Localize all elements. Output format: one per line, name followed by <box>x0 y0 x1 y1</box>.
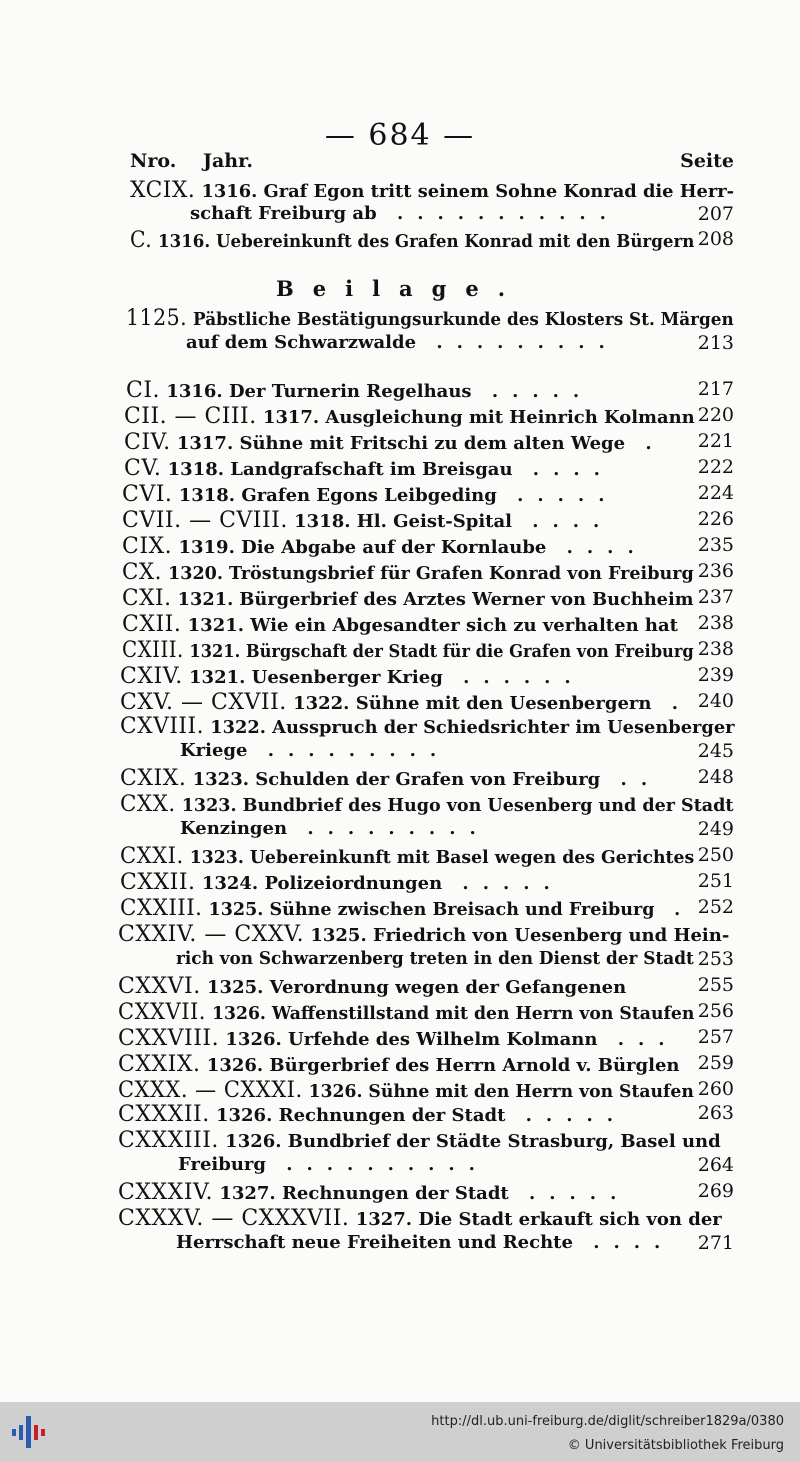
entry-number: CVI. <box>122 482 173 507</box>
entry-page: 240 <box>697 690 734 712</box>
toc-entry <box>0 1128 800 1154</box>
entry-page: 251 <box>697 870 734 892</box>
entry-number: CXXX. — CXXXI. <box>118 1078 303 1103</box>
entry-page: 220 <box>697 404 734 426</box>
entry-title: 1326. Urfehde des Wilhelm Kolmann <box>225 1029 598 1050</box>
toc-entry-line <box>130 228 694 253</box>
toc-entry-continuation <box>0 740 800 766</box>
toc-entry-line <box>120 870 564 895</box>
library-logo-icon <box>8 1412 54 1452</box>
entry-number: CXX. <box>120 792 176 817</box>
toc-entry-line <box>118 1078 694 1103</box>
entry-title: 1326. Bundbrief der Städte Strasburg, Basel und <box>225 1131 721 1152</box>
toc-entry-line <box>124 404 695 429</box>
toc-entry <box>0 1078 800 1104</box>
toc-entry <box>0 586 800 612</box>
toc-entry-line <box>120 896 694 921</box>
entry-title-continued: Freiburg <box>178 1154 266 1175</box>
entry-title: 1321. Uesenberger Krieg <box>189 667 443 688</box>
entry-page: 260 <box>697 1078 734 1100</box>
toc-entry <box>0 714 800 740</box>
toc-entry-continuation <box>0 948 800 974</box>
toc-entry-line <box>122 508 613 533</box>
toc-entry <box>0 638 800 664</box>
entry-title: Päbstliche Bestätigungsurkunde des Klosters St. Märgen <box>193 309 734 330</box>
entry-number: 1125. <box>126 306 188 331</box>
entry-title: 1327. Die Stadt erkauft sich von der <box>355 1209 722 1230</box>
toc-entry <box>0 1052 800 1078</box>
footer-bar <box>0 1402 800 1462</box>
entry-number: CXXI. <box>120 844 184 869</box>
entry-title-continued: Herrschaft neue Freiheiten und Rechte <box>176 1232 573 1253</box>
entry-title: 1327. Rechnungen der Stadt <box>219 1183 509 1204</box>
entry-number: CXIII. <box>122 638 184 663</box>
entry-page: 238 <box>697 612 734 634</box>
entry-page: 259 <box>697 1052 734 1074</box>
toc-entry-line <box>122 638 694 663</box>
entry-page: 263 <box>697 1102 734 1124</box>
toc-entry <box>0 534 800 560</box>
entry-number: CXVIII. <box>120 714 205 739</box>
leader-dots: ...... <box>442 667 585 688</box>
toc-entry-line <box>120 766 661 791</box>
entry-title: 1323. Uebereinkunft mit Basel wegen des Gerichtes <box>189 847 695 868</box>
leader-dots: .......... <box>265 1154 489 1175</box>
entry-number: CX. <box>122 560 162 585</box>
entry-page: 250 <box>697 844 734 866</box>
leader-dots: ......... <box>416 332 619 353</box>
entry-number: CXIV. <box>120 664 183 689</box>
toc-entry <box>0 560 800 586</box>
header-seite: Seite <box>680 150 734 172</box>
footer-copyright: © Universitätsbibliothek Freiburg <box>567 1438 784 1453</box>
entry-number: CXXIV. — CXXV. <box>118 922 305 947</box>
toc-entry-continuation <box>0 332 800 358</box>
toc-entry-line <box>118 1026 679 1051</box>
toc-entry <box>0 1026 800 1052</box>
entry-title: 1323. Bundbrief des Hugo von Uesenberg und der Stadt <box>181 795 734 816</box>
entry-title: 1326. Rechnungen der Stadt <box>215 1105 506 1126</box>
leader-dots: ... <box>597 1029 679 1050</box>
toc-entry-line <box>122 560 694 585</box>
header-jahr: Jahr. <box>203 150 253 172</box>
entry-page: 217 <box>697 378 734 400</box>
entry-number: CII. — CIII. <box>124 404 257 429</box>
entry-number: CXXXIII. <box>118 1128 219 1153</box>
toc-entry-line <box>120 690 692 715</box>
entry-number: CXIX. <box>120 766 187 791</box>
toc-entry <box>0 792 800 818</box>
entry-title-continued: rich von Schwarzenberg treten in den Dienst der Stadt <box>176 948 694 969</box>
toc-entry <box>0 178 800 204</box>
entry-title-continued: Kriege <box>180 740 248 761</box>
entry-title-continued: schaft Freiburg ab <box>190 203 377 224</box>
entry-title: 1317. Ausgleichung mit Heinrich Kolmann <box>262 407 695 428</box>
toc-entry <box>0 482 800 508</box>
entry-number: CVII. — CVIII. <box>122 508 288 533</box>
leader-dots: . <box>625 433 666 454</box>
leader-dots: ..... <box>508 1183 631 1204</box>
toc-entry-line <box>118 1052 679 1077</box>
entry-page: 245 <box>697 740 734 762</box>
toc-entry <box>0 1180 800 1206</box>
toc-entry <box>0 690 800 716</box>
leader-dots: .. <box>600 769 662 790</box>
entry-title: 1321. Wie ein Abgesandter sich zu verhalten hat <box>187 615 678 636</box>
leader-dots: .... <box>511 511 614 532</box>
toc-entry <box>0 612 800 638</box>
leader-dots: ..... <box>442 873 564 894</box>
entry-title: 1323. Schulden der Grafen von Freiburg <box>192 769 601 790</box>
entry-page: 269 <box>697 1180 734 1202</box>
entry-page: 235 <box>697 534 734 556</box>
entry-title: 1322. Sühne mit den Uesenbergern <box>293 693 652 714</box>
entry-number: CIV. <box>124 430 171 455</box>
entry-number: CXII. <box>122 612 182 637</box>
leader-dots: .... <box>546 537 648 558</box>
entry-title: 1317. Sühne mit Fritschi zu dem alten Wege <box>176 433 626 454</box>
entry-page: 257 <box>697 1026 734 1048</box>
entry-title: 1325. Verordnung wegen der Gefangenen <box>207 977 627 998</box>
entry-title: 1325. Sühne zwischen Breisach und Freiburg <box>208 899 655 920</box>
entry-title: 1326. Sühne mit den Herrn von Staufen <box>308 1081 694 1102</box>
toc-entry-line <box>124 430 666 455</box>
entry-page: 236 <box>697 560 734 582</box>
toc-entry <box>0 306 800 332</box>
entry-page: 249 <box>697 818 734 840</box>
toc-entry-line <box>120 714 735 739</box>
entry-title: 1318. Hl. Geist-Spital <box>294 511 512 532</box>
toc-entry-line <box>122 612 678 637</box>
entry-number: CXXXIV. <box>118 1180 214 1205</box>
leader-dots: ......... <box>287 818 490 839</box>
toc-entry <box>0 228 800 254</box>
toc-entry-continuation <box>0 1232 800 1258</box>
entry-page: 252 <box>697 896 734 918</box>
entry-number: CI. <box>126 378 161 403</box>
entry-title: 1318. Landgrafschaft im Breisgau <box>167 459 513 480</box>
toc-entry <box>0 1000 800 1026</box>
toc-entry-line <box>120 664 585 689</box>
entry-number: XCIX. <box>130 178 196 203</box>
toc-entry-line <box>122 586 694 611</box>
entry-number: CXXVIII. <box>118 1026 220 1051</box>
toc-entry <box>0 456 800 482</box>
entry-number: CXXXV. — CXXXVII. <box>118 1206 350 1231</box>
leader-dots: ......... <box>247 740 451 761</box>
toc-entry-line <box>124 456 614 481</box>
entry-number: CV. <box>124 456 162 481</box>
toc-entry-line <box>122 534 648 559</box>
entry-title: 1326. Waffenstillstand mit den Herrn von Staufen <box>211 1003 695 1024</box>
entry-page: 238 <box>697 638 734 660</box>
entry-title: 1316. Graf Egon tritt seinem Sohne Konrad die Herr- <box>201 181 735 202</box>
leader-dots: . <box>651 693 693 714</box>
entry-number: CXI. <box>122 586 172 611</box>
entry-page: 271 <box>697 1232 734 1254</box>
entry-number: CXXVI. <box>118 974 201 999</box>
toc-entry-continuation <box>0 818 800 844</box>
toc-entry <box>0 508 800 534</box>
entry-page: 222 <box>697 456 734 478</box>
entry-page: 256 <box>697 1000 734 1022</box>
toc-entry-line <box>118 974 626 999</box>
entry-title-continued: Kenzingen <box>180 818 288 839</box>
entry-number: CXV. — CXVII. <box>120 690 287 715</box>
entry-title: 1318. Grafen Egons Leibgeding <box>178 485 497 506</box>
toc-entry-line <box>126 378 593 403</box>
entry-title: 1320. Tröstungsbrief für Grafen Konrad von Freiburg <box>168 563 694 584</box>
entry-number: CXXIX. <box>118 1052 201 1077</box>
toc-entry-line <box>126 306 734 331</box>
toc-entry-line <box>120 844 694 869</box>
toc-entry-continuation <box>0 1154 800 1180</box>
entry-title: 1322. Ausspruch der Schiedsrichter im Uesenberger <box>210 717 735 738</box>
entry-title: 1316. Uebereinkunft des Grafen Konrad mit den Bürgern <box>158 231 695 252</box>
entry-page: 264 <box>697 1154 734 1176</box>
entry-number: CXXIII. <box>120 896 203 921</box>
leader-dots: ........... <box>376 203 620 224</box>
footer-url[interactable]: http://dl.ub.uni-freiburg.de/diglit/schreiber1829a/0380 <box>431 1414 784 1429</box>
toc-entry-line <box>118 1206 722 1231</box>
entry-title: 1321. Bürgerbrief des Arztes Werner von Buchheim <box>177 589 694 610</box>
entry-page: 237 <box>697 586 734 608</box>
toc-entry-line <box>118 1102 627 1127</box>
entry-number: CXXXII. <box>118 1102 210 1127</box>
toc-entry <box>0 1102 800 1128</box>
toc-entry <box>0 404 800 430</box>
toc-entry <box>0 844 800 870</box>
toc-entry-line <box>120 792 733 817</box>
page-number: — 684 — <box>324 118 476 153</box>
entry-page: 208 <box>697 228 734 250</box>
leader-dots: .... <box>512 459 614 480</box>
leader-dots: ..... <box>471 381 594 402</box>
leader-dots: ..... <box>496 485 619 506</box>
entry-title: 1326. Bürgerbrief des Herrn Arnold v. Bürglen <box>206 1055 680 1076</box>
entry-title: 1319. Die Abgabe auf der Kornlaube <box>178 537 547 558</box>
toc-entry <box>0 378 800 404</box>
entry-title-continued: auf dem Schwarzwalde <box>186 332 417 353</box>
entry-title: 1325. Friedrich von Uesenberg und Hein- <box>310 925 730 946</box>
toc-entry <box>0 896 800 922</box>
entry-page: 248 <box>697 766 734 788</box>
section-title-beilage: Beilage. <box>275 276 525 301</box>
entry-page: 207 <box>697 203 734 225</box>
toc-entry-line <box>118 1128 721 1153</box>
entry-number: CIX. <box>122 534 173 559</box>
toc-entry <box>0 766 800 792</box>
entry-title: 1321. Bürgschaft der Stadt für die Grafen von Freiburg <box>189 641 694 662</box>
toc-entry <box>0 430 800 456</box>
toc-entry <box>0 664 800 690</box>
entry-title: 1316. Der Turnerin Regelhaus <box>166 381 472 402</box>
entry-number: CXXVII. <box>118 1000 206 1025</box>
entry-page: 226 <box>697 508 734 530</box>
entry-number: CXXII. <box>120 870 196 895</box>
entry-page: 224 <box>697 482 734 504</box>
entry-page: 255 <box>697 974 734 996</box>
toc-entry-line <box>122 482 618 507</box>
toc-entry <box>0 974 800 1000</box>
entry-page: 253 <box>697 948 734 970</box>
toc-entry <box>0 870 800 896</box>
leader-dots: .... <box>572 1232 675 1253</box>
header-nro: Nro. <box>130 150 177 172</box>
toc-entry-line <box>130 178 734 203</box>
toc-entry-line <box>118 1180 630 1205</box>
toc-entry-line <box>118 922 729 947</box>
toc-entry-line <box>118 1000 694 1025</box>
entry-title: 1324. Polizeiordnungen <box>201 873 443 894</box>
leader-dots: ..... <box>505 1105 627 1126</box>
leader-dots: . <box>654 899 694 920</box>
entry-number: C. <box>130 228 153 253</box>
entry-page: 239 <box>697 664 734 686</box>
entry-page: 221 <box>697 430 734 452</box>
entry-page: 213 <box>697 332 734 354</box>
toc-entry-continuation <box>0 203 800 229</box>
toc-entry <box>0 1206 800 1232</box>
toc-entry <box>0 922 800 948</box>
